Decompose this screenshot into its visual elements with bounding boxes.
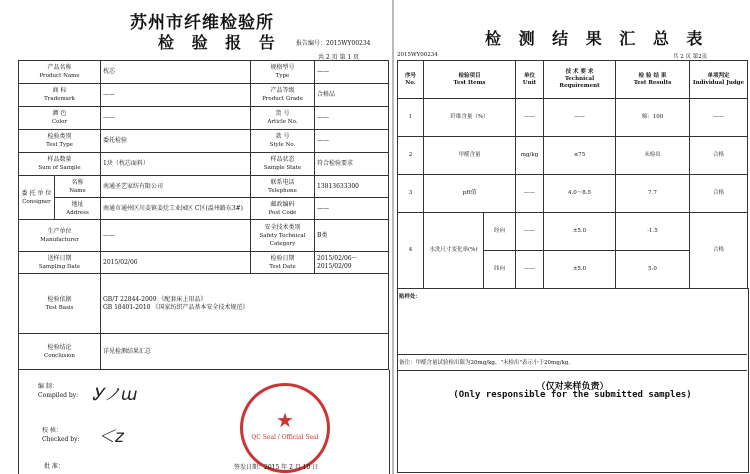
row4-result-warp: -1.5 [616, 213, 690, 251]
notes-divider [397, 354, 747, 355]
value-sample-sum: 1块（枕芯面料） [101, 153, 251, 176]
value-grade: 合格品 [315, 84, 389, 107]
compiled-by-label: 编 制： Compiled by: [38, 383, 79, 399]
row4-req-warp: ±5.0 [544, 213, 616, 251]
row4-sub-warp: 经向 [484, 213, 516, 251]
label-test-date: 检验日期 Test Date [251, 252, 315, 274]
value-sampling-date: 2015/02/06 [101, 252, 251, 274]
checker-signature: ＜⁠z [98, 427, 124, 447]
label-consigner-name: 名称 Name [55, 176, 101, 198]
results-title: 检 测 结 果 汇 总 表 [485, 29, 709, 48]
row1-result: 棉：100 [616, 99, 690, 137]
label-postcode: 邮政编码 Post Code [251, 198, 315, 220]
header-results: 检 验 结 果 Test Results [616, 61, 690, 99]
header-test-items: 检验项目 Test Items [424, 61, 516, 99]
results-table [397, 60, 748, 289]
value-conclusion: 详见检测结果汇总 [101, 334, 389, 370]
row1-item: 纤维含量（%） [424, 99, 516, 137]
row4-sub-weft: 纬向 [484, 251, 516, 289]
footer-cn: （仅对来样负责） [536, 382, 609, 392]
page-divider [392, 0, 394, 474]
value-consigner-name: 南通圣艺家纺有限公司 [101, 176, 251, 198]
value-trademark: —— [101, 84, 251, 107]
footer-divider [397, 370, 747, 371]
row2-req: ≤75 [544, 137, 616, 175]
value-sample-state: 符合检验要求 [315, 153, 389, 176]
value-postcode: —— [315, 198, 389, 220]
org-name: 苏州市纤维检验所 [130, 13, 274, 33]
value-manufacturer: —— [101, 220, 251, 252]
label-manufacturer: 生产单位 Manufacturer [19, 220, 101, 252]
row3-item: pH值 [424, 175, 516, 213]
report-title: 检 验 报 告 [158, 33, 281, 52]
value-test-type: 委托检验 [101, 130, 251, 153]
label-test-type: 检验类别 Test Type [19, 130, 101, 153]
header-requirement: 技 术 要 求 Technical Requirement [544, 61, 616, 99]
label-consigner: 委 托 单 位 Consigner [19, 176, 55, 220]
table-row [398, 99, 748, 137]
row4-judge: 合格 [690, 213, 748, 289]
results-page-indicator: 共 2 页 第2页 [673, 54, 708, 60]
row2-item: 甲醛含量 [424, 137, 516, 175]
row4-no: 4 [398, 213, 424, 289]
results-summary-page [395, 0, 750, 474]
label-test-basis: 检验依据 Test Basis [19, 274, 101, 334]
sample-attach-label: 贴样处： [399, 294, 422, 300]
row1-judge: —— [690, 99, 748, 137]
report-number: 报告编号：2015WY00234 [296, 40, 371, 47]
row1-req: —— [544, 99, 616, 137]
value-color: —— [101, 107, 251, 130]
row1-no: 1 [398, 99, 424, 137]
row2-result: 未检出 [616, 137, 690, 175]
row4-item: 水洗尺寸变化率(%) [424, 213, 484, 289]
value-address: 南通市通州区川姜镇姜灶工业园区 C区(温州路东3#) [101, 198, 251, 220]
label-model: 规格型号 Type [251, 61, 315, 84]
label-conclusion: 检验结论 Conclusion [19, 334, 101, 370]
page-indicator: 共 2 页 第 1 页 [318, 54, 360, 61]
value-article: —— [315, 107, 389, 130]
label-article: 货 号 Article No. [251, 107, 315, 130]
header-no: 序号 No. [398, 61, 424, 99]
note-text: 备注：甲醛含量试验检出限为20mg/kg，"未检出"表示小于20mg/kg。 [399, 360, 574, 366]
compiler-signature: Ꭹ⁠ノ⁠ɯ [92, 385, 138, 405]
value-product-name: 枕芯 [101, 61, 251, 84]
label-telephone: 联系电话 Telephone [251, 176, 315, 198]
value-safety-category: B类 [315, 220, 389, 252]
row3-judge: 合格 [690, 175, 748, 213]
row1-unit: —— [516, 99, 544, 137]
checked-by-label: 校 核： Checked by: [42, 427, 80, 443]
table-row [398, 175, 748, 213]
info-table [18, 60, 389, 370]
label-sample-state: 样品状态 Sample State [251, 153, 315, 176]
seal-text: QC Seal / Official Seal [251, 434, 319, 441]
label-color: 颜 色 Color [19, 107, 101, 130]
issue-date: 签发日期：2015 年 2 月 10 日 [234, 464, 319, 471]
label-sample-sum: 样品数量 Sum of Sample [19, 153, 101, 176]
label-sampling-date: 送样日期 Sampling Date [19, 252, 101, 274]
row4-req-weft: ±5.0 [544, 251, 616, 289]
table-row [398, 137, 748, 175]
official-seal-stamp [240, 383, 330, 473]
value-style: —— [315, 130, 389, 153]
table-row [398, 213, 748, 251]
label-product-name: 产品名称 Product Name [19, 61, 101, 84]
label-style: 款 号 Style No. [251, 130, 315, 153]
row2-judge: 合格 [690, 137, 748, 175]
label-address: 地址 Address [55, 198, 101, 220]
row3-no: 3 [398, 175, 424, 213]
row2-no: 2 [398, 137, 424, 175]
row4-unit-warp: —— [516, 213, 544, 251]
value-test-basis: GB/T 22844-2009 《配套床上用品》 GB 18401-2010 《国家纺织产品基本安全技术规范》 [101, 274, 389, 334]
row4-result-weft: 5.0 [616, 251, 690, 289]
header-judge: 单项判定 Individual Judge [690, 61, 748, 99]
label-trademark: 商 标 Trademark [19, 84, 101, 107]
value-model: —— [315, 61, 389, 84]
label-safety-category: 安全技术类别 Safety Technical Category [251, 220, 315, 252]
value-test-date: 2015/02/06～2015/02/09 [315, 252, 389, 274]
row2-unit: mg/kg [516, 137, 544, 175]
row3-unit: —— [516, 175, 544, 213]
approved-by-label: 批 准： [44, 463, 64, 470]
results-report-number: 2015WY00234 [397, 52, 438, 58]
value-telephone: 13813633300 [315, 176, 389, 198]
seal-star-icon: ★ [276, 408, 294, 432]
row3-result: 7.7 [616, 175, 690, 213]
footer-en: (Only responsible for the submitted samples) [453, 390, 692, 400]
row3-req: 4.0～8.5 [544, 175, 616, 213]
header-unit: 单位 Unit [516, 61, 544, 99]
row4-unit-weft: —— [516, 251, 544, 289]
label-grade: 产品等级 Product Grade [251, 84, 315, 107]
